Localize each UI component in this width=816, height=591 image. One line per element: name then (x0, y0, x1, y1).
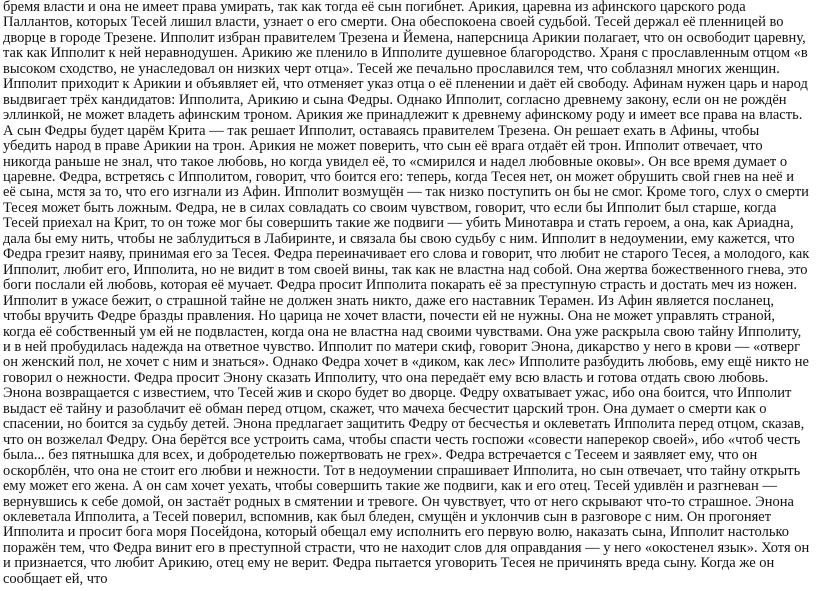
body-paragraph: бремя власти и она не имеет права умирать, так как тогда её сын погибнет. Арикия, царевна из афинского царского рода Паллантов, которых Тесей лишил власти, узнает о его смерти. Она обеспокоена своей судьбой. Тесей держал её пленницей во дворце в городе Трезене. Ипполит избран правителем Трезена и Йемена, наперсница Арикии полагает, что он освободит царевну, так как Ипполит к ней неравнодушен. Арикию же пленило в Ипполите душевное благородство. Храня с прославленным отцом «в высоком сходство, не унаследовал он низких черт отца». Тесей же печально прославился тем, что соблазнял многих женщин. Ипполит приходит к Арикии и объявляет ей, что отменяет указ отца о её пленении и даёт ей свободу. Афинам нужен царь и народ выдвигает трёх кандидатов: Ипполита, Арикию и сына Федры. Однако Ипполит, согласно древнему закону, если он не рождён эллинкой, не может владеть афинским троном. Арикия же принадлежит к древнему афинскому роду и имеет все права на власть. А сын Федры будет царём Крита — так решает Ипполит, оставаясь правителем Трезена. Он решает ехать в Афины, чтобы убедить народ в праве Арикии на трон. Арикия не может поверить, что сын её врага отдаёт ей трон. Ипполит отвечает, что никогда раньше не знал, что такое любовь, но когда увидел её, то «смирился и надел любовные оковы». Он все время думает о царевне. Федра, встретясь с Ипполитом, говорит, что боится его: теперь, когда Тесея нет, он может обрушить свой гнев на неё и её сына, мстя за то, что его изгнали из Афин. Ипполит возмущён — так низко поступить он бы не смог. Кроме того, слух о смерти Тесея может быть ложным. Федра, не в силах совладать со своим чувством, говорит, что если бы Ипполит был старше, когда Тесей приехал на Крит, то он тоже мог бы совершить такие же подвиги — убить Минотавра и стать героем, а она, как Ариадна, дала бы ему нить, чтобы не заблудиться в Лабиринте, и связала бы свою судьбу с ним. Ипполит в недоумении, ему кажется, что Федра грезит наяву, принимая его за Тесея. Федра переиначивает его слова и говорит, что любит не старого Тесея, а молодого, как Ипполит, любит его, Ипполита, но не видит в том своей вины, так как не властна над собой. Она жертва божественного гнева, это боги послали ей любовь, которая её мучает. Федра просит Ипполита покарать её за преступную страсть и достать меч из ножен. Ипполит в ужасе бежит, о страшной тайне не должен знать никто, даже его наставник Терамен. Из Афин является посланец, чтобы вручить Федре бразды правления. Но царица не хочет власти, почести ей не нужны. Она не может управлять страной, когда её собственный ум ей не подвластен, когда она не властна над своими чувствами. Она уже раскрыла свою тайну Ипполиту, и в ней пробудилась надежда на ответное чувство. Ипполит по матери скиф, говорит Энона, дикарство у него в крови — «отверг он женский пол, не хочет с ним и знаться». Однако Федра хочет в «диком, как лес» Ипполите разбудить любовь, ему ещё никто не говорил о нежности. Федра просит Энону сказать Ипполиту, что она передаёт ему всю власть и готова отдать свою любовь. Энона возвращается с известием, что Тесей жив и скоро будет во дворце. Федру охватывает ужас, ибо она боится, что Ипполит выдаст её тайну и разоблачит её обман перед отцом, скажет, что мачеха бесчестит царский трон. Она думает о смерти как о спасении, но боится за судьбу детей. Энона предлагает защитить Федру от бесчестья и оклеветать Ипполита перед отцом, сказав, что он возжелал Федру. Она берётся все устроить сама, чтобы спасти честь госпожи «совести наперекор своей», ибо «чтоб честь была... без пятнышка для всех, и добродетелью пожертвовать не грех». Федра встречается с Тесеем и заявляет ему, что он оскорблён, что она не стоит его любви и нежности. Тот в недоумении спрашивает Ипполита, но сын отвечает, что тайну открыть ему может его жена. А он сам хочет уехать, чтобы совершить такие же подвиги, как и его отец. Тесей удивлён и разгневан — вернувшись к себе домой, он застаёт родных в смятении и тревоге. Он чувствует, что от него скрывают что-то страшное. Энона оклеветала Ипполита, а Тесей поверил, вспомнив, как был бледен, смущён и уклончив сын в разговоре с ним. Он прогоняет Ипполита и просит бога моря Посейдона, который обещал ему исполнить его первую волю, наказать сына, Ипполит настолько поражён тем, что Федра винит его в преступной страсти, что не находит слов для оправдания — у него «окостенел язык». Хотя он и признается, что любит Арикию, отец ему не верит. Федра пытается уговорить Тесея не причинять вреда сыну. Когда же он сообщает ей, что (3, 0, 810, 587)
